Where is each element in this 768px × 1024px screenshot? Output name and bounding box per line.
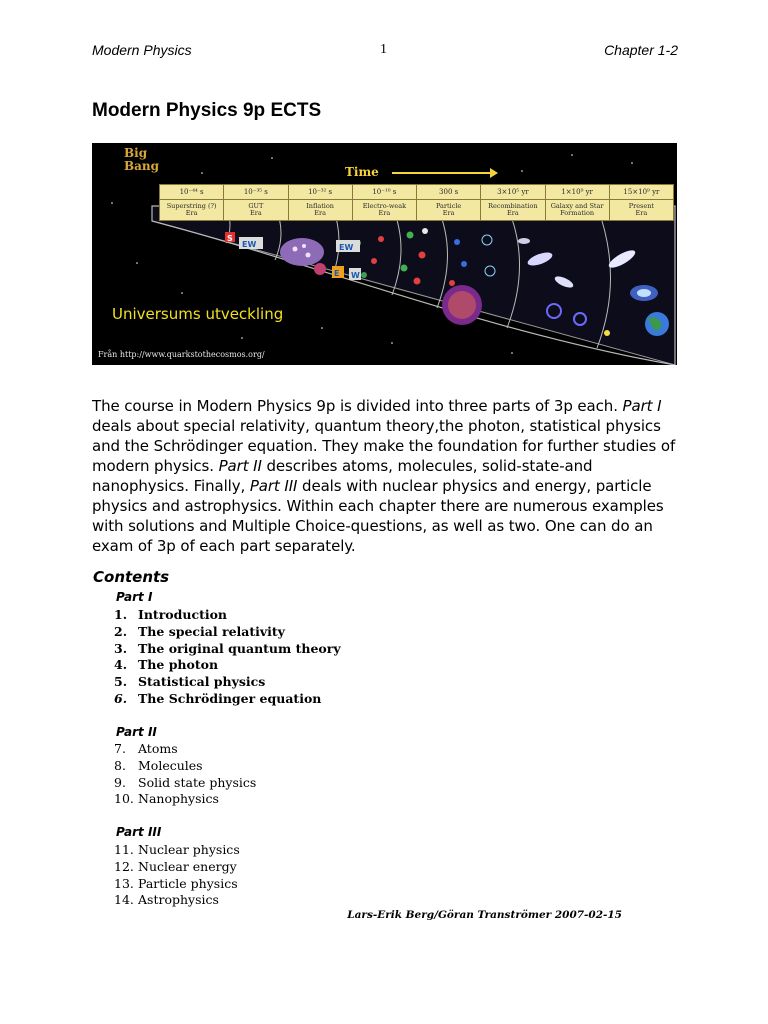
toc-item: 7. Atoms xyxy=(114,741,178,756)
part2-heading: Part II xyxy=(116,725,157,739)
document-title: Modern Physics 9p ECTS xyxy=(92,100,322,121)
era-time-cell: 3×10⁵ yr xyxy=(481,185,545,200)
era-name-cell: Present Era xyxy=(609,200,673,221)
era-name-cell: GUT Era xyxy=(224,200,288,221)
part1-heading: Part I xyxy=(116,590,153,604)
page-number: 1 xyxy=(380,42,387,57)
era-time-cell: 15×10⁹ yr xyxy=(609,185,673,200)
part3-ref: Part III xyxy=(249,477,298,495)
toc-item: 3. The original quantum theory xyxy=(114,640,341,656)
era-name-cell: Inflation Era xyxy=(288,200,352,221)
big-bang-label: Big Bang xyxy=(124,146,160,173)
toc-item: 9. Solid state physics xyxy=(114,774,257,790)
figure-caption: Universums utveckling xyxy=(112,305,284,323)
universe-evolution-illustration xyxy=(92,143,677,365)
part2-ref: Part II xyxy=(218,457,262,475)
era-time-cell: 300 s xyxy=(417,185,481,200)
era-time-cell: 10⁻³⁵ s xyxy=(224,185,288,200)
era-name-cell: Electro-weak Era xyxy=(352,200,416,221)
era-timeline-table xyxy=(159,184,674,221)
toc-item: 6. The Schrödinger equation xyxy=(114,690,322,706)
figure-source: Från http://www.quarkstothecosmos.org/ xyxy=(98,350,265,359)
author-signature: Lars-Erik Berg/Göran Tranströmer 2007-02-15 xyxy=(347,909,622,921)
toc-item: 13. Particle physics xyxy=(114,875,238,891)
part1-ref: Part I xyxy=(622,397,662,415)
era-name-cell: Galaxy and Star Formation xyxy=(545,200,609,221)
label-ew-2: EW xyxy=(339,243,354,252)
contents-heading: Contents xyxy=(93,568,170,586)
era-time-cell: 10⁻¹⁰ s xyxy=(352,185,416,200)
part3-list xyxy=(114,842,240,909)
toc-item: 14. Astrophysics xyxy=(114,892,219,908)
time-arrow-icon xyxy=(392,172,492,174)
intro-paragraph: The course in Modern Physics 9p is divided into three parts of 3p each. Part I deals about special relativity, quantum theory,the photon, statistical physics and the Schrödinger equation. They make the foundation for further studies of modern physics. Part II describes atoms, molecules, solid-state-and nanophysics. Finally, Part III deals with nuclear physics and energy, particle physics and astrophysics. Within each chapter there are numerous examples with solutions and Multiple Choice-questions, as well as two. One can do an exam of 3p of each part separately. xyxy=(92,397,676,555)
era-time-cell: 10⁻³² s xyxy=(288,185,352,200)
label-s: S xyxy=(227,234,233,243)
era-name-cell: Particle Era xyxy=(417,200,481,221)
toc-item: 1. Introduction xyxy=(114,607,228,622)
toc-item: 12. Nuclear energy xyxy=(114,858,237,874)
toc-item: 8. Molecules xyxy=(114,757,203,773)
toc-item: 5. Statistical physics xyxy=(114,674,266,690)
label-w: W xyxy=(351,271,360,280)
toc-item: 10. Nanophysics xyxy=(114,791,219,807)
part1-list xyxy=(114,607,341,708)
label-ew-1: EW xyxy=(242,240,257,249)
part3-heading: Part III xyxy=(116,825,162,839)
toc-item: 11. Nuclear physics xyxy=(114,842,240,857)
header-title: Modern Physics xyxy=(92,42,192,58)
label-e: E xyxy=(334,269,340,278)
part2-list xyxy=(114,741,256,808)
universe-evolution-figure xyxy=(92,143,677,365)
toc-item: 2. The special relativity xyxy=(114,623,285,639)
era-name-cell: Superstring (?) Era xyxy=(160,200,224,221)
time-label: Time xyxy=(345,165,379,179)
era-name-cell: Recombination Era xyxy=(481,200,545,221)
header-chapter: Chapter 1-2 xyxy=(604,42,678,58)
toc-item: 4. The photon xyxy=(114,657,219,673)
era-time-cell: 1×10⁹ yr xyxy=(545,185,609,200)
era-time-cell: 10⁻⁴⁴ s xyxy=(160,185,224,200)
